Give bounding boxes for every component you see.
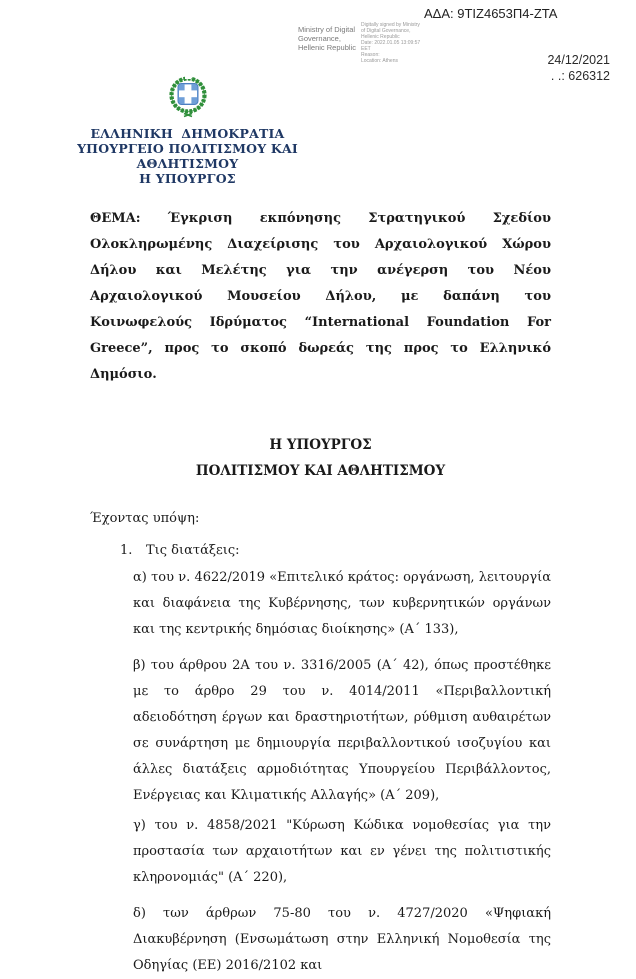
hellenic-republic-title: ΕΛΛΗΝΙΚΗ ΔΗΜΟΚΡΑΤΙΑ <box>90 126 285 141</box>
ada-code: ΑΔΑ: 9ΤΙΖ4653Π4-ΖΤΑ <box>424 6 558 21</box>
subject-label: ΘΕΜΑ: <box>90 211 141 226</box>
signer-line: Governance, <box>298 34 341 43</box>
decision-heading-line: ΠΟΛΙΤΙΣΜΟΥ ΚΑΙ ΑΘΛΗΤΙΣΜΟΥ <box>195 463 446 479</box>
list-item-label: Τις διατάξεις: <box>146 543 240 558</box>
ministry-title: ΥΠΟΥΡΓΕΙΟ ΠΟΛΙΤΙΣΜΟΥ ΚΑΙ ΑΘΛΗΤΙΣΜΟΥ <box>77 141 298 171</box>
signer-line: Ministry of Digital <box>298 25 356 34</box>
signature-detail-line: Date: 2022.01.05 13:09:57 <box>361 40 421 46</box>
document-date: 24/12/2021 <box>547 53 610 67</box>
list-item-number: 1. <box>120 543 133 558</box>
subject-text: Έγκριση εκπόνησης Στρατηγικού Σχεδίου Ολοκληρωμένης Διαχείρισης του Αρχαιολογικού Χώρου Δήλου και Μελέτης για την ανέγερση του Νέου Αρχαιολογικού Μουσείου Δήλου, με δαπάνη του Κοινωφελούς Ιδρύματος “International Foundation For Greece”, προς το σκοπό δωρεάς της προς το Ελληνικό Δημόσιο. <box>90 211 551 382</box>
signer-line: Hellenic Republic <box>298 43 356 52</box>
signature-detail-line: Digitally signed by Ministry <box>361 22 420 28</box>
date-protocol-block <box>547 52 610 84</box>
signature-detail-line: Location: Athens <box>361 58 398 64</box>
decision-heading-line: Η ΥΠΟΥΡΓΟΣ <box>269 437 372 453</box>
protocol-number: . .: 626312 <box>550 69 610 83</box>
provision-item-beta: β) του άρθρου 2Α του ν. 3316/2005 (Α΄ 42), όπως προστέθηκε με το άρθρο 29 του ν. 4014/2011 «Περιβαλλοντική αδειοδότηση έργων και δραστηριοτήτων, ρύθμιση αυθαιρέτων σε συνάρτηση με δημιουργία περιβαλλοντικού ισοζυγίου και άλλες διατάξεις αρμοδιότητας Υπουργείου Περιβάλλοντος, Ενέργειας και Κλιματικής Αλλαγής» (Α΄ 209), <box>133 658 551 803</box>
signature-detail-line: Reason: <box>361 52 380 58</box>
signature-detail-line: EET <box>361 46 371 52</box>
provision-item-gamma: γ) του ν. 4858/2021 "Κύρωση Κώδικα νομοθεσίας για την προστασία των αρχαιοτήτων και εν γένει της πολιτιστικής κληρονομιάς" (Α΄ 220), <box>133 818 551 885</box>
document-content <box>90 0 551 979</box>
provision-item-alpha: α) του ν. 4622/2019 «Επιτελικό κράτος: οργάνωση, λειτουργία και διαφάνεια της Κυβέρνησης, των κυβερνητικών οργάνων και της κεντρικής δημόσιας διοίκησης» (Α΄ 133), <box>133 570 551 637</box>
signature-detail-line: Hellenic Republic <box>361 34 400 40</box>
minister-title: Η ΥΠΟΥΡΓΟΣ <box>139 171 236 186</box>
list-item-1 <box>90 542 551 559</box>
provision-item-delta: δ) των άρθρων 75-80 του ν. 4727/2020 «Ψηφιακή Διακυβέρνηση (Ενσωμάτωση στην Ελληνική Νομοθεσία της Οδηγίας (ΕΕ) 2016/2102 και <box>133 906 551 973</box>
decision-heading <box>90 432 551 484</box>
having-regard-line: Έχοντας υπόψη: <box>90 511 200 526</box>
subject-paragraph <box>90 206 551 388</box>
signature-detail-line: of Digital Governance, <box>361 28 411 34</box>
